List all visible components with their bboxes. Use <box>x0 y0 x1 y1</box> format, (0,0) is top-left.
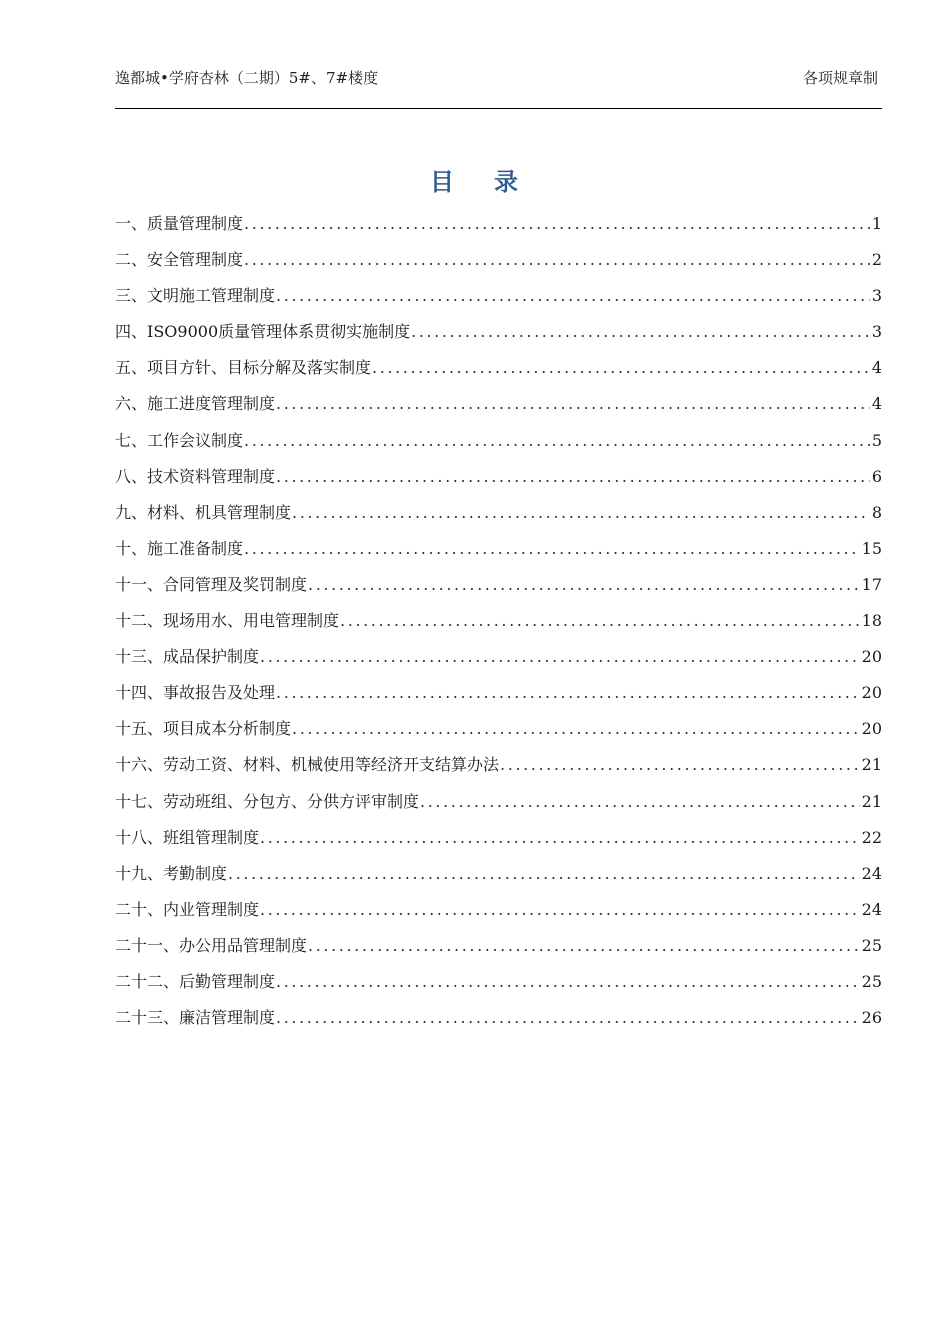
toc-entry-page-number: 4 <box>871 358 882 378</box>
toc-entry[interactable] <box>115 278 882 314</box>
toc-entry[interactable] <box>115 386 882 422</box>
toc-dot-leader <box>244 242 870 278</box>
toc-entry[interactable] <box>115 531 882 567</box>
toc-entry-page-number: 18 <box>861 611 882 631</box>
toc-entry-page-number: 3 <box>871 322 882 342</box>
toc-entry-page-number: 15 <box>861 538 882 558</box>
toc-dot-leader <box>340 603 860 639</box>
toc-entry-page-number: 21 <box>861 755 882 775</box>
toc-title-part1: 目 <box>430 167 456 196</box>
toc-entry-page-number: 20 <box>861 683 882 703</box>
toc-entry[interactable] <box>115 711 882 747</box>
toc-entry[interactable] <box>115 423 882 459</box>
toc-entry[interactable] <box>115 964 882 1000</box>
toc-entry-page-number: 20 <box>861 719 882 739</box>
toc-entry[interactable] <box>115 928 882 964</box>
toc-dot-leader <box>500 747 860 783</box>
toc-title-part2: 录 <box>494 167 520 196</box>
toc-dot-leader <box>372 350 870 386</box>
toc-dot-leader <box>411 314 870 350</box>
toc-entry[interactable] <box>115 206 882 242</box>
toc-entry-text: 二十、内业管理制度 <box>115 899 260 919</box>
toc-entry-text: 十六、劳动工资、材料、机械使用等经济开支结算办法 <box>115 755 500 775</box>
toc-entry-page-number: 3 <box>871 286 882 306</box>
toc-entry[interactable] <box>115 892 882 928</box>
toc-entry-text: 二、安全管理制度 <box>115 250 244 270</box>
toc-dot-leader <box>308 567 860 603</box>
toc-dot-leader <box>244 206 870 242</box>
toc-entry[interactable] <box>115 459 882 495</box>
toc-entry-text: 十一、合同管理及奖罚制度 <box>115 574 308 594</box>
page-header <box>115 68 882 109</box>
toc-entry-page-number: 6 <box>871 466 882 486</box>
toc-entry-text: 二十二、后勤管理制度 <box>115 971 276 991</box>
toc-entry-page-number: 4 <box>871 394 882 414</box>
toc-list <box>115 206 882 1036</box>
toc-entry-text: 八、技术资料管理制度 <box>115 466 276 486</box>
toc-entry-page-number: 24 <box>861 899 882 919</box>
toc-dot-leader <box>260 639 860 675</box>
toc-entry-page-number: 24 <box>861 863 882 883</box>
toc-dot-leader <box>276 459 870 495</box>
toc-entry[interactable] <box>115 1000 882 1036</box>
toc-entry-page-number: 1 <box>871 214 882 233</box>
toc-entry-text: 四、ISO9000质量管理体系贯彻实施制度 <box>115 322 411 342</box>
toc-entry-page-number: 17 <box>861 574 882 594</box>
toc-entry-text: 三、文明施工管理制度 <box>115 286 276 306</box>
toc-entry-text: 一、质量管理制度 <box>115 214 244 233</box>
toc-entry-text: 二十一、办公用品管理制度 <box>115 935 308 955</box>
header-doc-title: 各项规章制 <box>802 69 878 87</box>
toc-dot-leader <box>276 675 860 711</box>
toc-dot-leader <box>276 964 860 1000</box>
toc-dot-leader <box>292 495 870 531</box>
toc-entry-text: 十、施工准备制度 <box>115 538 244 558</box>
toc-entry[interactable] <box>115 350 882 386</box>
toc-entry-page-number: 25 <box>861 971 882 991</box>
toc-entry[interactable] <box>115 820 882 856</box>
toc-entry-page-number: 26 <box>861 1008 882 1028</box>
toc-entry-text: 十三、成品保护制度 <box>115 647 260 667</box>
toc-entry-text: 十九、考勤制度 <box>115 863 228 883</box>
toc-entry[interactable] <box>115 567 882 603</box>
toc-dot-leader <box>276 278 870 314</box>
toc-entry[interactable] <box>115 314 882 350</box>
toc-entry[interactable] <box>115 603 882 639</box>
toc-entry-text: 十八、班组管理制度 <box>115 827 260 847</box>
toc-entry-page-number: 8 <box>871 502 882 522</box>
toc-dot-leader <box>276 386 870 422</box>
toc-entry-text: 五、项目方针、目标分解及落实制度 <box>115 358 372 378</box>
toc-entry-text: 七、工作会议制度 <box>115 430 244 450</box>
toc-dot-leader <box>292 711 860 747</box>
toc-entry-text: 十四、事故报告及处理 <box>115 683 276 703</box>
toc-entry-page-number: 22 <box>861 827 882 847</box>
toc-entry-page-number: 25 <box>861 935 882 955</box>
toc-dot-leader <box>276 1000 860 1036</box>
toc-entry[interactable] <box>115 784 882 820</box>
toc-entry-page-number: 21 <box>861 791 882 811</box>
toc-entry[interactable] <box>115 495 882 531</box>
toc-entry[interactable] <box>115 747 882 783</box>
toc-dot-leader <box>228 856 860 892</box>
toc-dot-leader <box>244 423 870 459</box>
toc-entry[interactable] <box>115 856 882 892</box>
toc-entry-page-number: 2 <box>871 250 882 270</box>
toc-dot-leader <box>308 928 860 964</box>
toc-title <box>0 166 950 198</box>
toc-entry-page-number: 20 <box>861 647 882 667</box>
toc-entry-text: 二十三、廉洁管理制度 <box>115 1008 276 1028</box>
toc-entry-text: 十二、现场用水、用电管理制度 <box>115 611 340 631</box>
toc-entry[interactable] <box>115 675 882 711</box>
toc-entry-text: 十七、劳动班组、分包方、分供方评审制度 <box>115 791 420 811</box>
toc-dot-leader <box>244 531 860 567</box>
toc-entry[interactable] <box>115 639 882 675</box>
toc-dot-leader <box>260 892 860 928</box>
toc-entry-text: 十五、项目成本分析制度 <box>115 719 292 739</box>
toc-entry[interactable] <box>115 242 882 278</box>
toc-dot-leader <box>260 820 860 856</box>
toc-entry-text: 九、材料、机具管理制度 <box>115 502 292 522</box>
toc-entry-text: 六、施工进度管理制度 <box>115 394 276 414</box>
header-project-title: 逸都城•学府杏林（二期）5#、7#楼度 <box>115 69 379 87</box>
toc-dot-leader <box>420 784 860 820</box>
toc-entry-page-number: 5 <box>871 430 882 450</box>
